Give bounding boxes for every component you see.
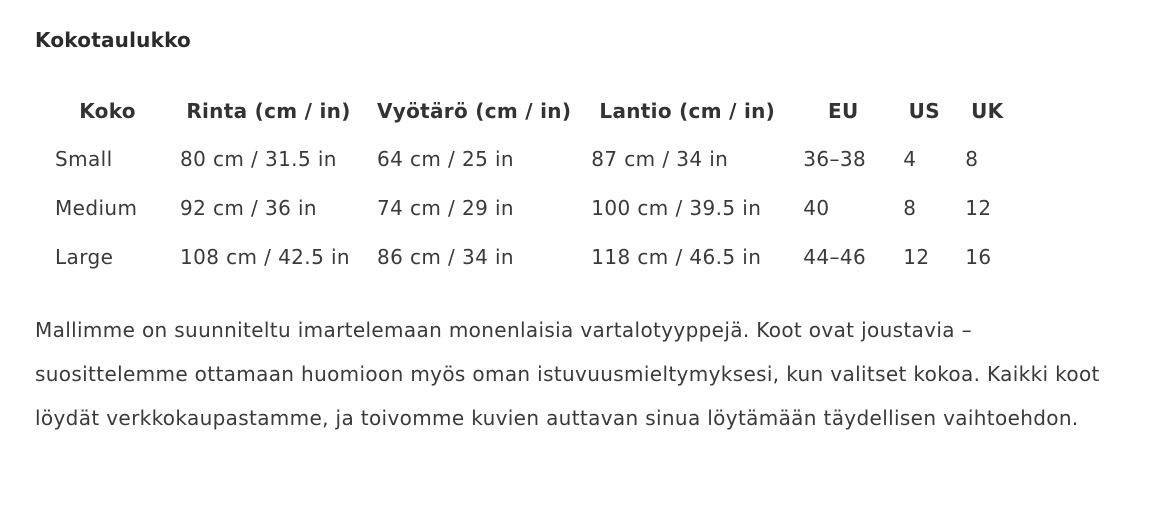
cell-chest: 108 cm / 42.5 in [180, 244, 350, 269]
header-chest: Rinta (cm / in) [186, 99, 351, 123]
cell-waist: 74 cm / 29 in [377, 195, 514, 220]
cell-eu: 40 [803, 195, 830, 220]
header-eu: EU [828, 99, 859, 123]
header-uk: UK [971, 99, 1004, 123]
cell-us: 12 [903, 244, 930, 269]
table-row [45, 183, 1019, 232]
cell-hips: 87 cm / 34 in [591, 146, 729, 171]
header-hips: Lantio (cm / in) [599, 99, 776, 123]
header-waist: Vyötärö (cm / in) [377, 99, 572, 123]
cell-waist: 86 cm / 34 in [377, 244, 514, 269]
cell-uk: 16 [965, 244, 992, 269]
cell-us: 4 [903, 146, 917, 171]
size-chart-table [45, 88, 1019, 281]
cell-chest: 80 cm / 31.5 in [180, 146, 337, 171]
cell-uk: 12 [965, 195, 992, 220]
cell-us: 8 [903, 195, 917, 220]
cell-hips: 100 cm / 39.5 in [591, 195, 762, 220]
table-row [45, 134, 1019, 183]
cell-uk: 8 [965, 146, 979, 171]
cell-chest: 92 cm / 36 in [180, 195, 317, 220]
cell-eu: 44–46 [803, 244, 867, 269]
table-header-row [45, 88, 1019, 134]
cell-eu: 36–38 [803, 146, 867, 171]
cell-size: Small [55, 146, 113, 171]
header-size: Koko [79, 99, 136, 123]
cell-waist: 64 cm / 25 in [377, 146, 514, 171]
table-row [45, 232, 1019, 281]
size-description-paragraph: Mallimme on suunniteltu imartelemaan monenlaisia vartalotyyppejä. Koot ovat joustavia – suosittelemme ottamaan huomioon myös oman istuvuusmieltymyksesi, kun valitset kokoa. Kaikki koot löydät verkkokaupastamme, ja toivomme kuvien auttavan sinua löytämään täydellisen vaihtoehdon. [35, 318, 1100, 430]
header-us: US [908, 99, 940, 123]
size-chart-title: Kokotaulukko [35, 28, 191, 52]
cell-size: Large [55, 244, 114, 269]
cell-hips: 118 cm / 46.5 in [591, 244, 762, 269]
cell-size: Medium [55, 195, 138, 220]
